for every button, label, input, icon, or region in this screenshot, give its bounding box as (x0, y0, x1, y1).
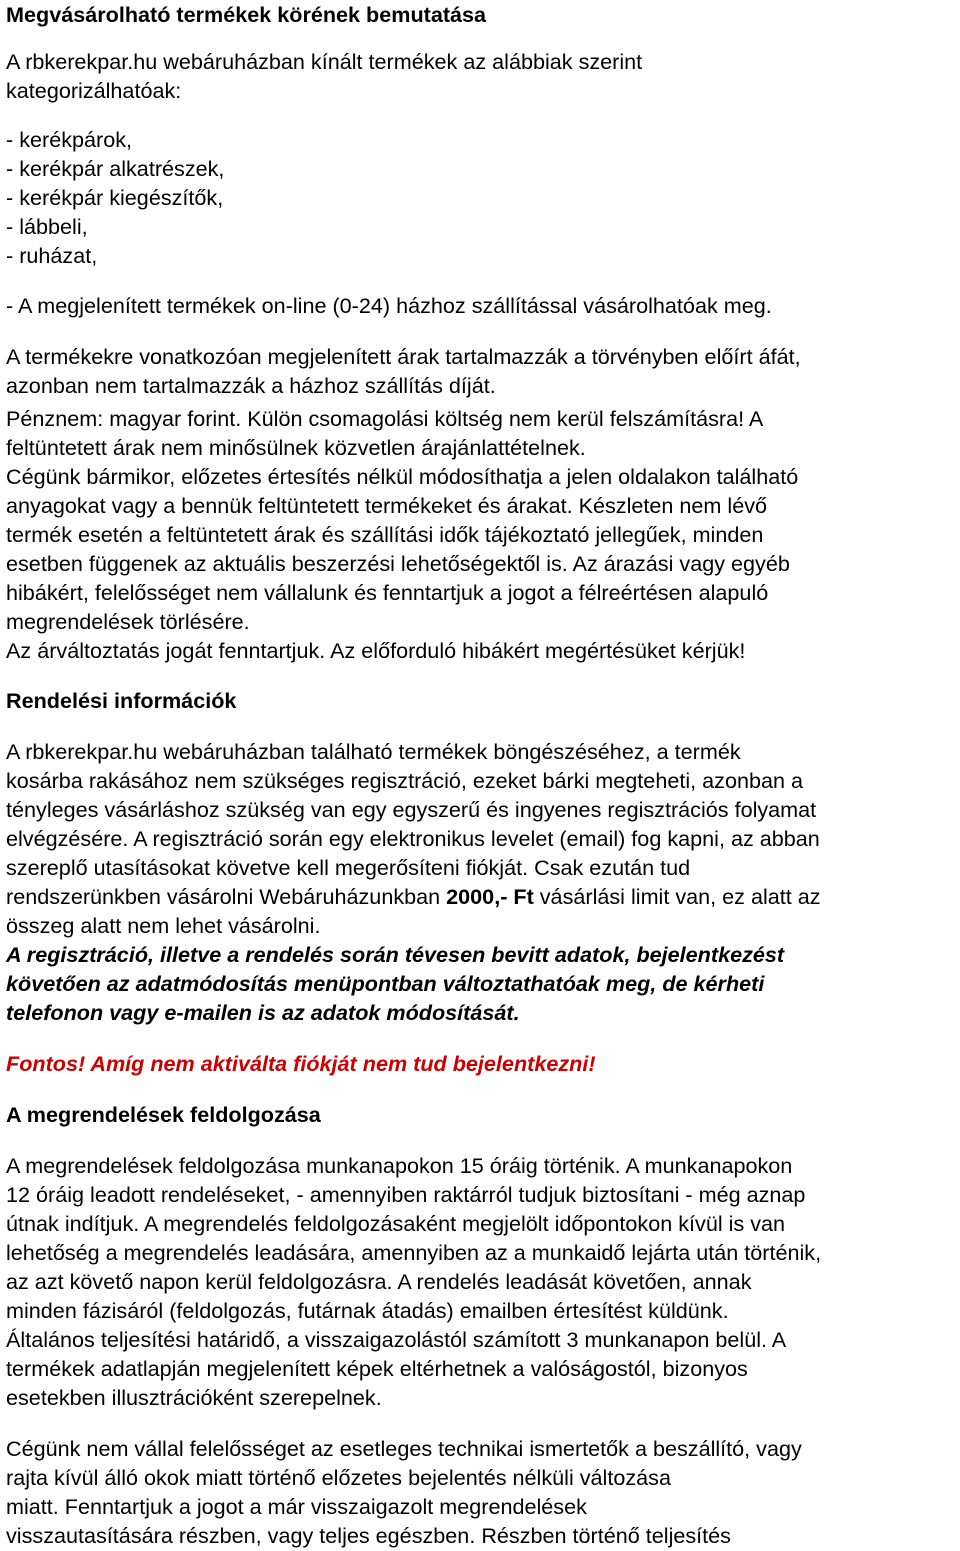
products-intro-line-1: A rbkerekpar.hu webáruházban kínált termékek az alábbiak szerint (6, 49, 643, 74)
ordering-limit-line (6, 882, 821, 911)
processing-body-line: az azt követő napon kerül feldolgozásra. A rendelés leadását követően, annak (6, 1269, 752, 1294)
price-info-line: hibákért, felelősséget nem vállalunk és fenntartjuk a jogot a félreértésen alapuló (6, 580, 769, 605)
price-info-line: azonban nem tartalmazzák a házhoz szállítás díját. (6, 373, 496, 398)
processing-body-line: lehetőség a megrendelés leadására, amennyiben az a munkaidő lejárta után történik, (6, 1240, 822, 1265)
price-info-line: Cégünk bármikor, előzetes értesítés nélkül módosíthatja a jelen oldalakon található (6, 464, 799, 489)
processing-body-line: 12 óráig leadott rendeléseket, - amennyiben raktárról tudjuk biztosítani - még aznap (6, 1182, 806, 1207)
activation-warning: Fontos! Amíg nem aktiválta fiókját nem tud bejelentkezni! (6, 1051, 596, 1076)
liability-line: visszautasítására részben, vagy teljes egészben. Részben történő teljesítés (6, 1523, 731, 1548)
processing-body-line: Általános teljesítési határidő, a visszaigazolástól számított 3 munkanapon belül. A (6, 1327, 787, 1352)
ordering-limit-end: összeg alatt nem lehet vásárolni. (6, 913, 321, 938)
processing-body-line: minden fázisáról (feldolgozás, futárnak átadás) emailben értesítést küldünk. (6, 1298, 729, 1323)
ordering-body-line: kosárba rakásához nem szükséges regisztráció, ezeket bárki megteheti, azonban a (6, 768, 803, 793)
ordering-emphasis-line: követően az adatmódosítás menüpontban változtathatóak meg, de kérheti (6, 971, 765, 996)
category-item: - ruházat, (6, 243, 98, 268)
price-info-line: megrendelések törlésére. (6, 609, 250, 634)
ordering-body-line: szereplő utasításokat követve kell megerősíteni fiókját. Csak ezután tud (6, 855, 691, 880)
limit-text-before: rendszerünkben vásárolni Webáruházunkban (6, 884, 447, 909)
limit-amount: 2000,- Ft (446, 884, 534, 909)
processing-body-line: termékek adatlapján megjelenített képek eltérhetnek a valóságostól, bizonyos (6, 1356, 748, 1381)
ordering-body-line: tényleges vásárláshoz szükség van egy egyszerű és ingyenes regisztrációs folyamat (6, 797, 817, 822)
liability-line: Cégünk nem vállal felelősséget az esetleges technikai ismertetők a beszállító, vagy (6, 1436, 802, 1461)
category-item: - kerékpárok, (6, 127, 133, 152)
products-intro-line-2: kategorizálhatóak: (6, 78, 182, 103)
category-item: - lábbeli, (6, 214, 88, 239)
processing-body-line: esetekben illusztrációként szerepelnek. (6, 1385, 382, 1410)
price-info-line: feltüntetett árak nem minősülnek közvetlen árajánlattételnek. (6, 435, 586, 460)
delivery-note: - A megjelenített termékek on-line (0-24) házhoz szállítással vásárolhatóak meg. (6, 293, 772, 318)
category-item: - kerékpár kiegészítők, (6, 185, 224, 210)
ordering-emphasis-line: telefonon vagy e-mailen is az adatok módosítását. (6, 1000, 520, 1025)
price-info-line: A termékekre vonatkozóan megjelenített árak tartalmazzák a törvényben előírt áfát, (6, 344, 801, 369)
ordering-body-line: elvégzésére. A regisztráció során egy elektronikus levelet (email) fog kapni, az abban (6, 826, 820, 851)
price-info-line: anyagokat vagy a bennük feltüntetett termékeket és árakat. Készleten nem lévő (6, 493, 768, 518)
section-title-processing: A megrendelések feldolgozása (6, 1102, 321, 1127)
limit-text-after: vásárlási limit van, ez alatt az (533, 884, 821, 909)
price-info-line: Pénznem: magyar forint. Külön csomagolási költség nem kerül felszámításra! A (6, 406, 764, 431)
price-info-line: Az árváltoztatás jogát fenntartjuk. Az előforduló hibákért megértésüket kérjük! (6, 638, 746, 663)
processing-body-line: útnak indítjuk. A megrendelés feldolgozásaként megjelölt időpontokon kívül is van (6, 1211, 786, 1236)
category-item: - kerékpár alkatrészek, (6, 156, 225, 181)
section-title-ordering: Rendelési információk (6, 688, 237, 713)
liability-line: miatt. Fenntartjuk a jogot a már visszaigazolt megrendelések (6, 1494, 587, 1519)
liability-line: rajta kívül álló okok miatt történő előzetes bejelentés nélküli változása (6, 1465, 671, 1490)
price-info-line: termék esetén a feltüntetett árak és szállítási idők tájékoztató jellegűek, minden (6, 522, 764, 547)
section-title-products: Megvásárolható termékek körének bemutatása (6, 2, 487, 27)
ordering-body-line: A rbkerekpar.hu webáruházban található termékek böngészéséhez, a termék (6, 739, 741, 764)
processing-body-line: A megrendelések feldolgozása munkanapokon 15 óráig történik. A munkanapokon (6, 1153, 793, 1178)
ordering-emphasis-line: A regisztráció, illetve a rendelés során tévesen bevitt adatok, bejelentkezést (6, 942, 785, 967)
price-info-line: esetben függenek az aktuális beszerzési lehetőségektől is. Az árazási vagy egyéb (6, 551, 790, 576)
